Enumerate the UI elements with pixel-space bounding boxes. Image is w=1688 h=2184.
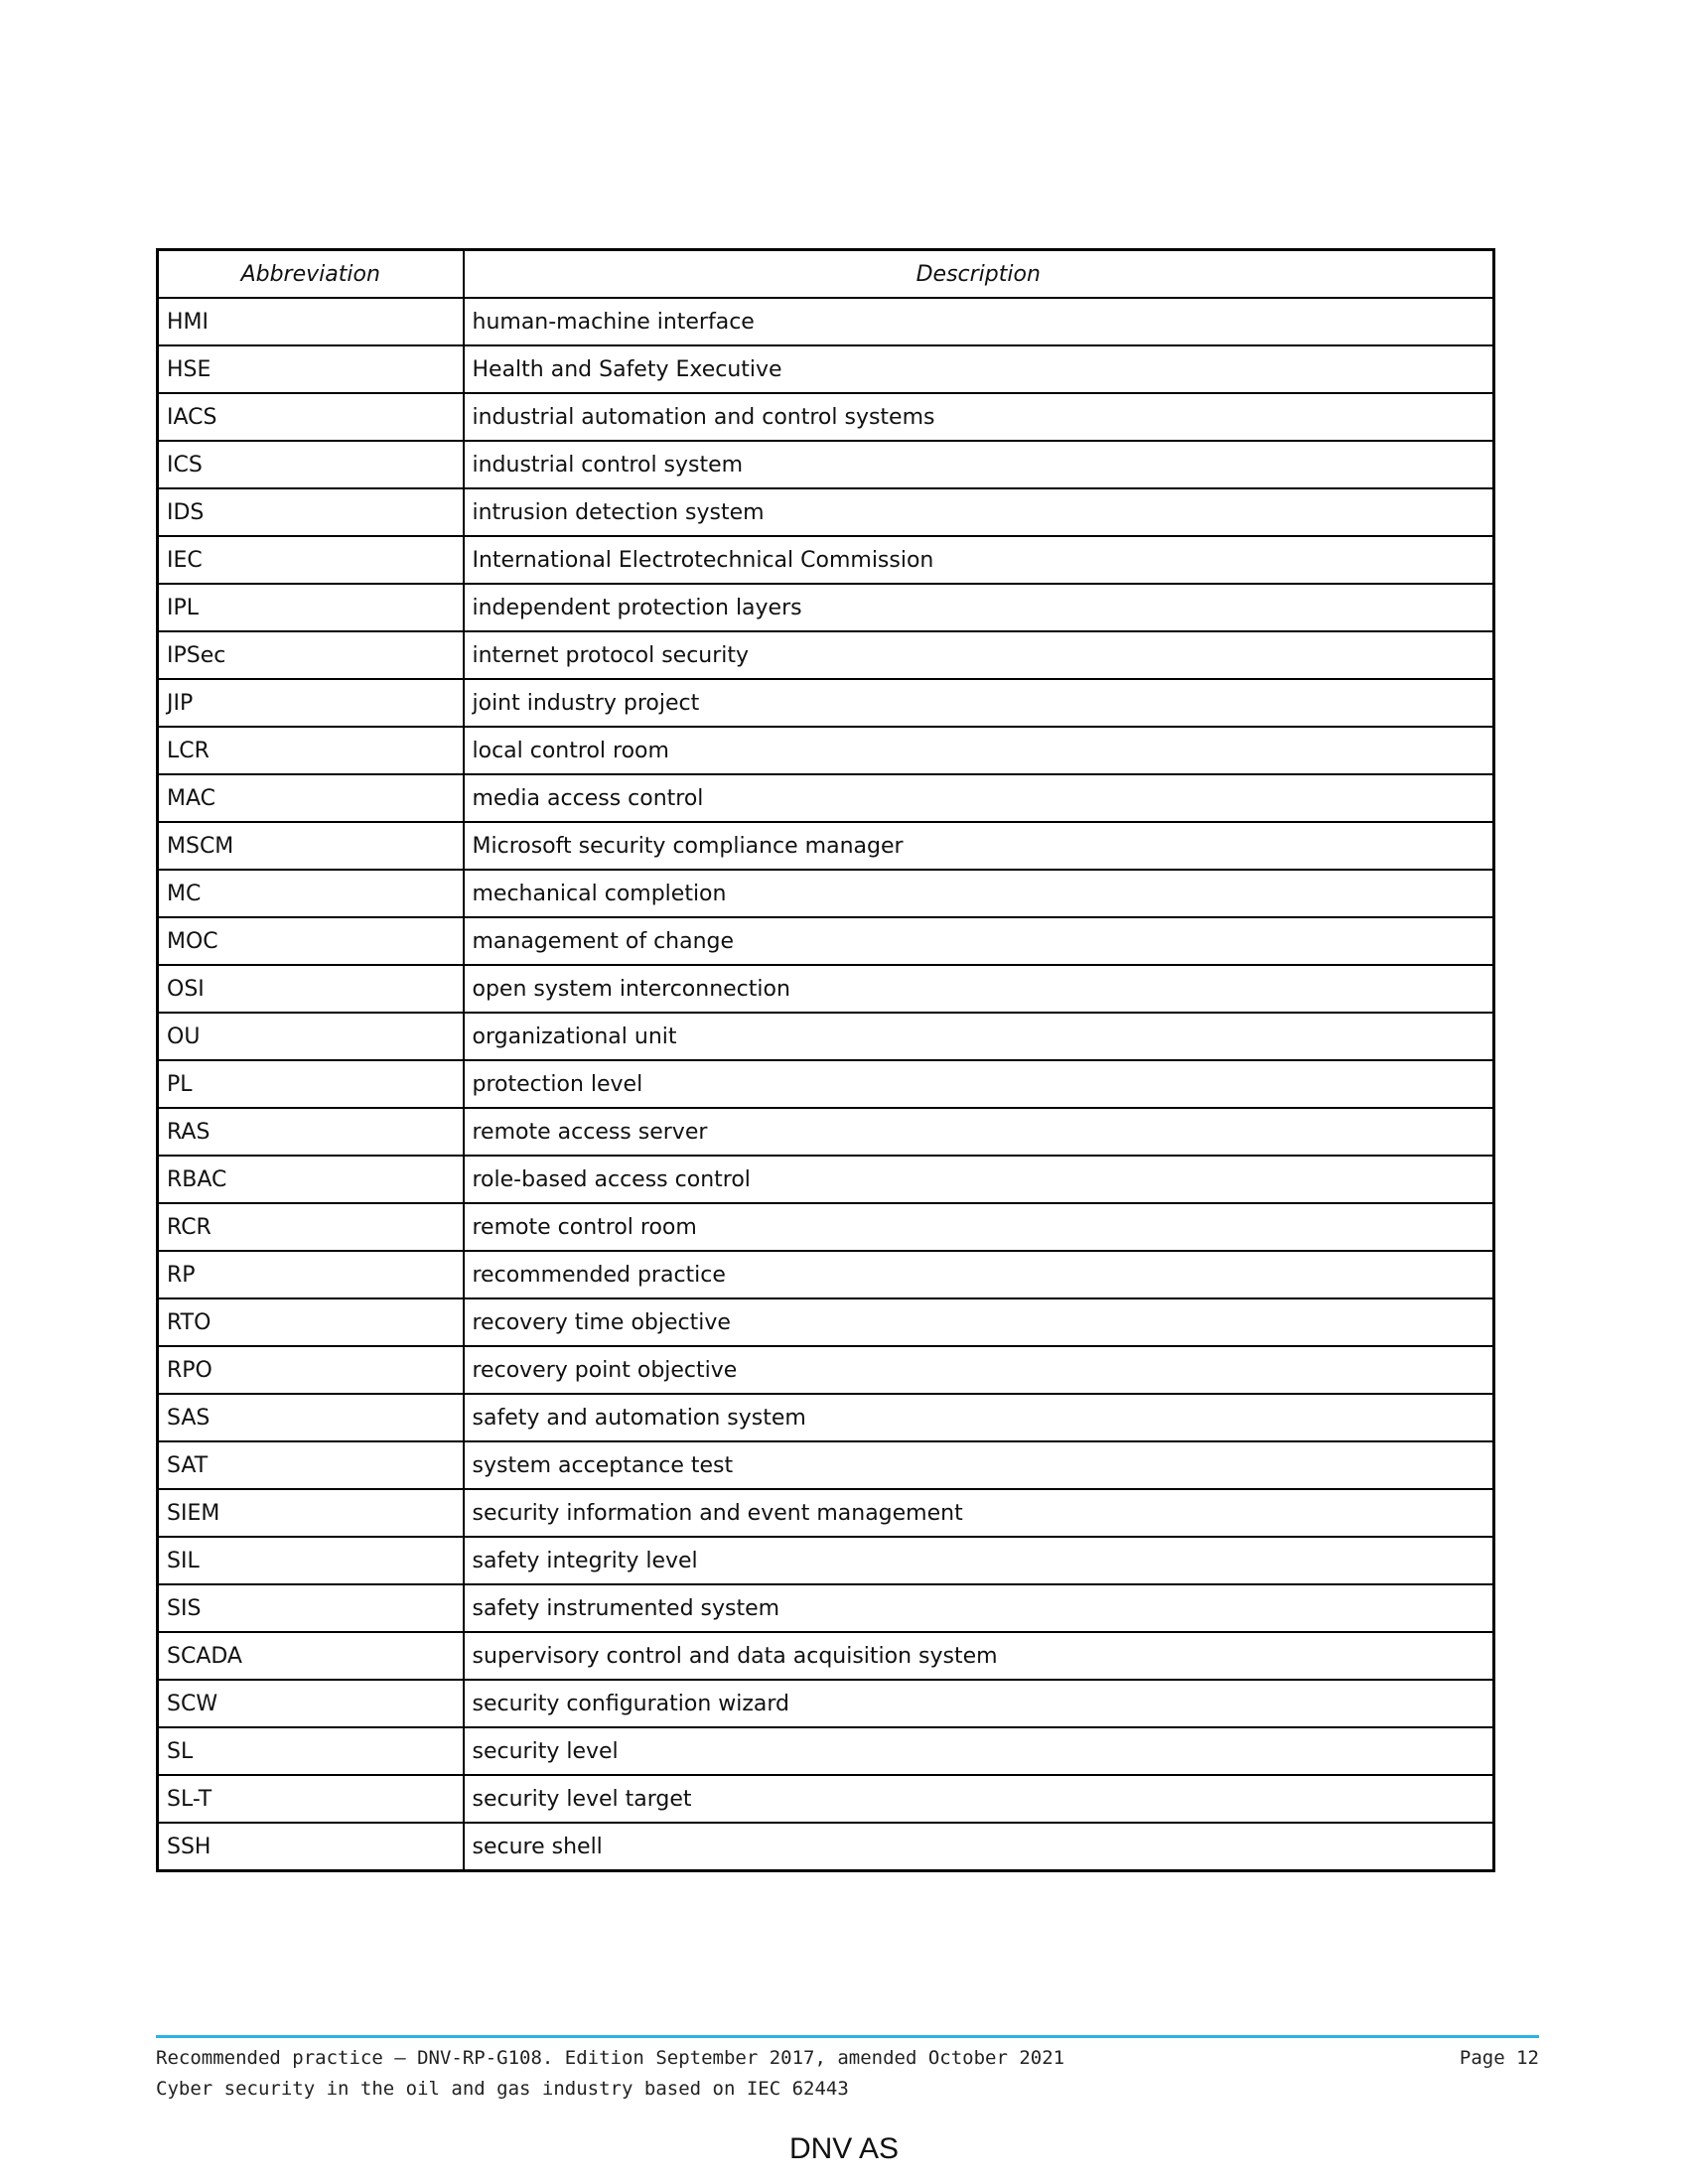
description-cell: International Electrotechnical Commission	[464, 536, 1494, 584]
description-cell: supervisory control and data acquisition system	[464, 1632, 1494, 1680]
abbreviation-cell: SL-T	[158, 1775, 464, 1823]
table-row	[158, 870, 1494, 917]
abbreviation-cell: IDS	[158, 488, 464, 536]
abbreviation-cell: MC	[158, 870, 464, 917]
description-cell: system acceptance test	[464, 1441, 1494, 1489]
description-cell: mechanical completion	[464, 870, 1494, 917]
table-body	[158, 298, 1494, 1871]
abbreviation-cell: MAC	[158, 774, 464, 822]
table-row	[158, 1203, 1494, 1251]
table-row	[158, 822, 1494, 870]
abbreviation-cell: HMI	[158, 298, 464, 345]
abbreviation-cell: SCADA	[158, 1632, 464, 1680]
abbreviation-cell: JIP	[158, 679, 464, 727]
description-cell: media access control	[464, 774, 1494, 822]
description-cell: open system interconnection	[464, 965, 1494, 1013]
abbreviation-cell: ICS	[158, 441, 464, 488]
description-cell: safety instrumented system	[464, 1584, 1494, 1632]
description-cell: intrusion detection system	[464, 488, 1494, 536]
table-row	[158, 298, 1494, 345]
description-cell: safety integrity level	[464, 1537, 1494, 1584]
table-row	[158, 1823, 1494, 1871]
abbreviation-cell: SCW	[158, 1680, 464, 1727]
description-cell: recovery time objective	[464, 1298, 1494, 1346]
abbreviation-cell: SIS	[158, 1584, 464, 1632]
footer-rule	[156, 2035, 1539, 2038]
table-row	[158, 1013, 1494, 1060]
table-row	[158, 917, 1494, 965]
abbreviation-cell: RP	[158, 1251, 464, 1298]
table-row	[158, 631, 1494, 679]
table-row	[158, 1584, 1494, 1632]
page-number: Page 12	[1459, 2047, 1539, 2069]
abbreviation-cell: IACS	[158, 393, 464, 441]
table-row	[158, 393, 1494, 441]
abbreviation-cell: MSCM	[158, 822, 464, 870]
abbreviation-cell: SAT	[158, 1441, 464, 1489]
description-cell: industrial automation and control systems	[464, 393, 1494, 441]
description-cell: recovery point objective	[464, 1346, 1494, 1394]
abbreviation-cell: OU	[158, 1013, 464, 1060]
abbreviation-cell: SIL	[158, 1537, 464, 1584]
description-cell: secure shell	[464, 1823, 1494, 1871]
table-row	[158, 1156, 1494, 1203]
description-cell: recommended practice	[464, 1251, 1494, 1298]
abbreviation-cell: PL	[158, 1060, 464, 1108]
description-cell: security information and event management	[464, 1489, 1494, 1537]
description-cell: Microsoft security compliance manager	[464, 822, 1494, 870]
abbreviation-cell: RAS	[158, 1108, 464, 1156]
abbreviation-cell: RTO	[158, 1298, 464, 1346]
description-cell: independent protection layers	[464, 584, 1494, 631]
table-row	[158, 1680, 1494, 1727]
description-cell: protection level	[464, 1060, 1494, 1108]
abbreviation-cell: MOC	[158, 917, 464, 965]
table-row	[158, 1537, 1494, 1584]
abbreviation-cell: IPSec	[158, 631, 464, 679]
abbreviation-cell: SL	[158, 1727, 464, 1775]
description-cell: internet protocol security	[464, 631, 1494, 679]
abbreviation-cell: RCR	[158, 1203, 464, 1251]
table-row	[158, 1060, 1494, 1108]
abbreviation-cell: SAS	[158, 1394, 464, 1441]
table-row	[158, 1775, 1494, 1823]
table-row	[158, 1298, 1494, 1346]
table-row	[158, 1251, 1494, 1298]
table-row	[158, 679, 1494, 727]
table-row	[158, 1489, 1494, 1537]
abbreviation-cell: SSH	[158, 1823, 464, 1871]
abbreviation-cell: IPL	[158, 584, 464, 631]
publisher: DNV AS	[788, 2132, 900, 2165]
abbreviation-cell: RPO	[158, 1346, 464, 1394]
abbreviation-cell: SIEM	[158, 1489, 464, 1537]
abbreviation-cell: IEC	[158, 536, 464, 584]
description-cell: security level	[464, 1727, 1494, 1775]
description-cell: remote access server	[464, 1108, 1494, 1156]
description-cell: joint industry project	[464, 679, 1494, 727]
description-cell: remote control room	[464, 1203, 1494, 1251]
table-row	[158, 1346, 1494, 1394]
table-row	[158, 774, 1494, 822]
table-row	[158, 584, 1494, 631]
table-row	[158, 727, 1494, 774]
table-row	[158, 1394, 1494, 1441]
table-row	[158, 965, 1494, 1013]
description-cell: Health and Safety Executive	[464, 345, 1494, 393]
header-description: Description	[464, 250, 1494, 299]
footer-document-subtitle: Cyber security in the oil and gas industry based on IEC 62443	[156, 2078, 849, 2100]
description-cell: security configuration wizard	[464, 1680, 1494, 1727]
description-cell: local control room	[464, 727, 1494, 774]
description-cell: organizational unit	[464, 1013, 1494, 1060]
abbreviation-cell: HSE	[158, 345, 464, 393]
abbreviation-cell: RBAC	[158, 1156, 464, 1203]
table-row	[158, 1108, 1494, 1156]
header-abbreviation: Abbreviation	[158, 250, 464, 299]
abbreviations-table	[156, 248, 1495, 1872]
description-cell: management of change	[464, 917, 1494, 965]
table-row	[158, 536, 1494, 584]
description-cell: safety and automation system	[464, 1394, 1494, 1441]
table-row	[158, 1727, 1494, 1775]
table-header-row	[158, 250, 1494, 299]
table-row	[158, 488, 1494, 536]
table-row	[158, 1441, 1494, 1489]
description-cell: security level target	[464, 1775, 1494, 1823]
description-cell: industrial control system	[464, 441, 1494, 488]
abbreviation-cell: OSI	[158, 965, 464, 1013]
abbreviation-cell: LCR	[158, 727, 464, 774]
footer-document-title: Recommended practice — DNV-RP-G108. Edition September 2017, amended October 2021	[156, 2047, 1065, 2069]
description-cell: human-machine interface	[464, 298, 1494, 345]
description-cell: role-based access control	[464, 1156, 1494, 1203]
table-row	[158, 441, 1494, 488]
table-row	[158, 345, 1494, 393]
table-row	[158, 1632, 1494, 1680]
